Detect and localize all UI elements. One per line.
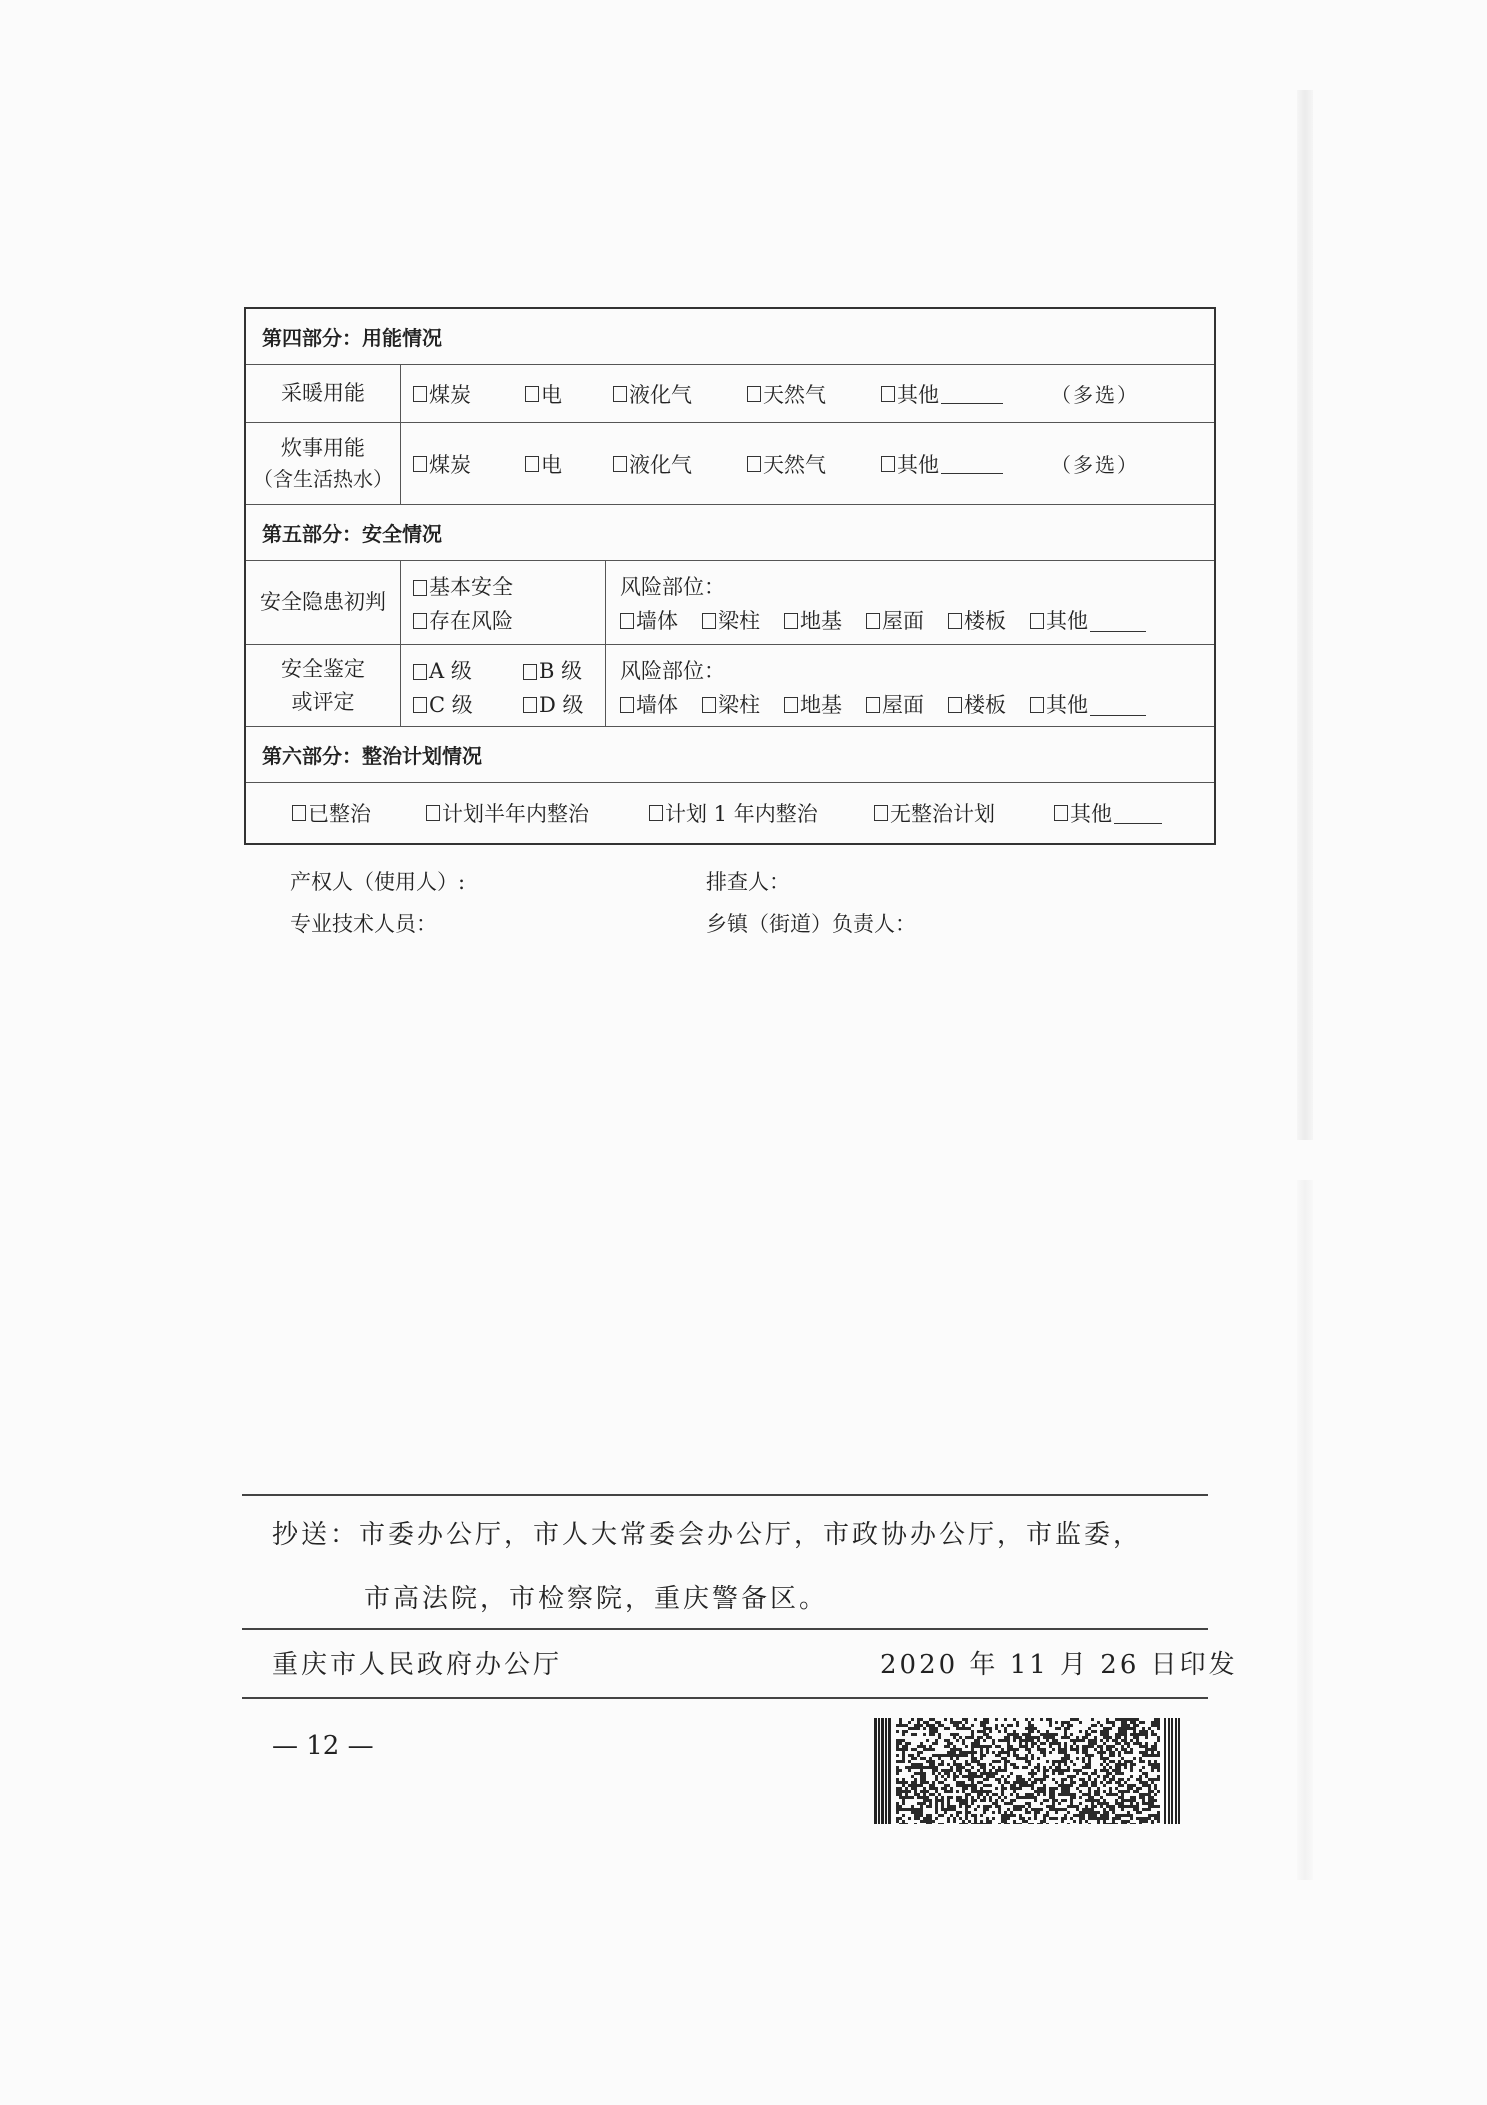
footer-divider-top — [242, 1494, 1208, 1496]
checkbox-icon[interactable] — [620, 697, 634, 713]
checkbox-icon[interactable] — [866, 697, 880, 713]
risk-locations — [606, 645, 1214, 726]
issue-date: 2020 年 11 月 26 日印发 — [880, 1650, 1238, 1680]
checkbox-option[interactable]: D 级 — [523, 689, 584, 723]
checkbox-option[interactable]: 其他 — [881, 449, 1003, 479]
checkbox-icon[interactable] — [866, 613, 880, 629]
checkbox-option[interactable]: 计划半年内整治 — [426, 798, 589, 828]
checkbox-icon[interactable] — [881, 456, 895, 472]
row-hazard-assessment — [246, 561, 1214, 645]
checkbox-icon[interactable] — [523, 697, 537, 713]
checkbox-icon[interactable] — [948, 613, 962, 629]
fill-in-blank[interactable] — [1090, 695, 1146, 716]
checkbox-icon[interactable] — [613, 386, 627, 402]
checkbox-option[interactable]: 电 — [525, 379, 562, 409]
checkbox-icon[interactable] — [649, 805, 663, 821]
checkbox-option[interactable]: 墙体 — [620, 689, 678, 723]
checkbox-icon[interactable] — [525, 456, 539, 472]
checkbox-option[interactable]: 墙体 — [620, 605, 678, 639]
checkbox-icon[interactable] — [413, 386, 427, 402]
checkbox-option[interactable]: 存在风险 — [413, 605, 605, 639]
checkbox-icon[interactable] — [874, 805, 888, 821]
fill-in-blank[interactable] — [941, 383, 1003, 404]
section-header-part4 — [246, 309, 1214, 365]
checkbox-option[interactable]: 液化气 — [613, 379, 692, 409]
checkbox-icon[interactable] — [784, 613, 798, 629]
checkbox-icon[interactable] — [1030, 613, 1044, 629]
appraisal-grades — [401, 645, 606, 726]
signature-township-head: 乡镇（街道）负责人： — [706, 912, 916, 936]
section-header-part6 — [246, 727, 1214, 783]
footer-divider-bottom — [242, 1697, 1208, 1699]
barcode-icon — [874, 1718, 1180, 1824]
risk-title: 风险部位： — [620, 575, 725, 599]
row-label: 安全隐患初判 — [246, 561, 401, 644]
heating-options — [401, 365, 1214, 422]
checkbox-icon[interactable] — [702, 697, 716, 713]
checkbox-option[interactable]: B 级 — [523, 655, 582, 689]
checkbox-option[interactable]: 煤炭 — [413, 449, 471, 479]
cooking-options — [401, 423, 1214, 504]
scan-edge-shadow-lower — [1297, 1180, 1313, 1880]
checkbox-icon[interactable] — [1054, 805, 1068, 821]
checkbox-option[interactable]: 电 — [525, 449, 562, 479]
checkbox-icon[interactable] — [413, 613, 427, 629]
checkbox-icon[interactable] — [525, 386, 539, 402]
checkbox-icon[interactable] — [426, 805, 440, 821]
fill-in-blank[interactable] — [1114, 803, 1162, 824]
checkbox-option[interactable]: 其他 — [1054, 798, 1162, 828]
issuer: 重庆市人民政府办公厅 — [272, 1650, 563, 1680]
fill-in-blank[interactable] — [1090, 611, 1146, 632]
signature-inspector: 排查人： — [706, 870, 790, 894]
checkbox-option[interactable]: 已整治 — [292, 798, 371, 828]
risk-options — [620, 689, 1214, 723]
checkbox-icon[interactable] — [413, 456, 427, 472]
signature-technician: 专业技术人员： — [290, 912, 437, 936]
cc-list-line1: 抄送：市委办公厅，市人大常委会办公厅，市政协办公厅，市监委， — [272, 1520, 1143, 1550]
checkbox-option[interactable]: 屋面 — [866, 605, 924, 639]
multi-select-note: （多选） — [1051, 383, 1139, 407]
survey-table — [244, 307, 1216, 845]
section-title: 第六部分：整治计划情况 — [262, 744, 482, 768]
checkbox-icon[interactable] — [523, 664, 537, 680]
checkbox-icon[interactable] — [620, 613, 634, 629]
checkbox-option[interactable]: 地基 — [784, 689, 842, 723]
row-cooking-energy — [246, 423, 1214, 505]
hazard-options — [401, 561, 606, 644]
checkbox-icon[interactable] — [292, 805, 306, 821]
checkbox-icon[interactable] — [881, 386, 895, 402]
checkbox-option[interactable]: C 级 — [413, 689, 523, 723]
checkbox-option[interactable]: 地基 — [784, 605, 842, 639]
checkbox-icon[interactable] — [784, 697, 798, 713]
section-title: 第四部分：用能情况 — [262, 326, 442, 350]
checkbox-icon[interactable] — [747, 456, 761, 472]
checkbox-icon[interactable] — [702, 613, 716, 629]
row-safety-appraisal — [246, 645, 1214, 727]
row-remediation-plan — [246, 783, 1214, 843]
row-label: 炊事用能 （含生活热水） — [246, 423, 401, 504]
signature-owner: 产权人（使用人）: — [290, 870, 466, 894]
footer-divider-middle — [242, 1628, 1208, 1630]
checkbox-option[interactable]: 基本安全 — [413, 571, 605, 605]
section-title: 第五部分：安全情况 — [262, 522, 442, 546]
checkbox-option[interactable]: A 级 — [413, 655, 523, 689]
checkbox-option[interactable]: 其他 — [1030, 605, 1146, 639]
multi-select-note: （多选） — [1051, 453, 1139, 477]
checkbox-icon[interactable] — [747, 386, 761, 402]
risk-locations — [606, 561, 1214, 644]
checkbox-option[interactable]: 液化气 — [613, 449, 692, 479]
remediation-options — [246, 783, 1214, 843]
checkbox-icon[interactable] — [413, 664, 427, 680]
section-header-part5 — [246, 505, 1214, 561]
checkbox-option[interactable]: 煤炭 — [413, 379, 471, 409]
risk-title: 风险部位： — [620, 659, 725, 683]
checkbox-icon[interactable] — [1030, 697, 1044, 713]
checkbox-option[interactable]: 楼板 — [948, 689, 1006, 723]
scan-edge-shadow — [1297, 90, 1313, 1140]
checkbox-option[interactable]: 其他 — [881, 379, 1003, 409]
checkbox-icon[interactable] — [948, 697, 962, 713]
fill-in-blank[interactable] — [941, 453, 1003, 474]
checkbox-option[interactable]: 梁柱 — [702, 605, 760, 639]
checkbox-option[interactable]: 天然气 — [747, 379, 826, 409]
checkbox-option[interactable]: 无整治计划 — [874, 798, 995, 828]
checkbox-icon[interactable] — [413, 580, 427, 596]
row-label: 采暖用能 — [246, 365, 401, 422]
row-heating-energy — [246, 365, 1214, 423]
checkbox-option[interactable]: 梁柱 — [702, 689, 760, 723]
checkbox-icon[interactable] — [413, 697, 427, 713]
checkbox-option[interactable]: 计划 1 年内整治 — [649, 798, 818, 828]
checkbox-option[interactable]: 其他 — [1030, 689, 1146, 723]
page-number: — 12 — — [272, 1731, 374, 1761]
row-label: 安全鉴定 或评定 — [246, 645, 401, 726]
cc-list-line2: 市高法院，市检察院，重庆警备区。 — [364, 1584, 829, 1614]
risk-options — [620, 605, 1214, 639]
checkbox-icon[interactable] — [613, 456, 627, 472]
checkbox-option[interactable]: 天然气 — [747, 449, 826, 479]
checkbox-option[interactable]: 屋面 — [866, 689, 924, 723]
checkbox-option[interactable]: 楼板 — [948, 605, 1006, 639]
